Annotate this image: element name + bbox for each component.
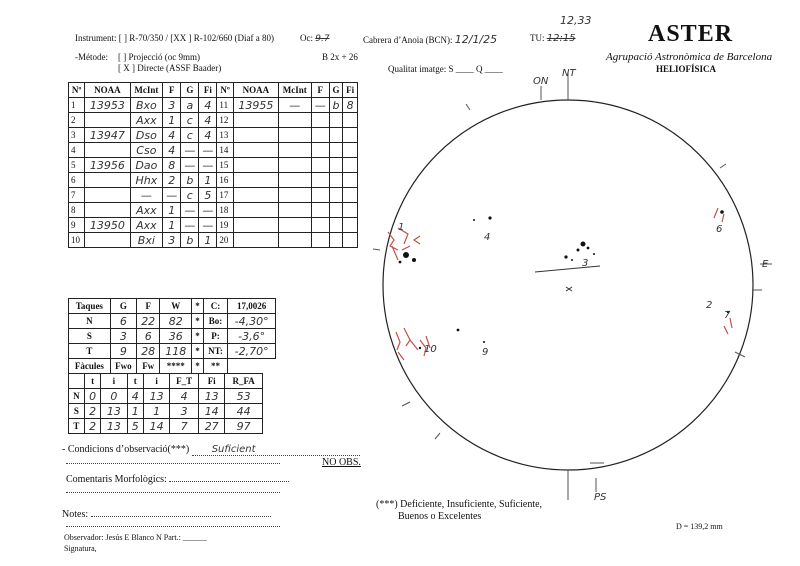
sunspot [581,242,586,247]
spots-cell: 1 [199,233,217,248]
disk-diameter: D = 139,2 mm [676,522,723,531]
taques-cell: 82 [160,314,192,329]
spots-cell: Dao [130,158,163,173]
tu-value: 12:15 [546,33,576,44]
taques-cell: S [69,329,111,344]
facules-cell: 14 [199,404,225,419]
taques-cell: T [69,344,111,359]
facules-cell: 1 [144,404,170,419]
spots-cell: b [181,233,199,248]
limb-ticks [373,92,772,500]
spots-cell: b [329,98,343,113]
observer-label: Observador: Jesús E Blanco N Part.: ______ [64,533,207,542]
spots-cell: 8 [163,158,181,173]
instrument-label: Instrument: [75,33,117,43]
sunspot [457,329,460,332]
oc-label: Oc: [300,33,313,43]
tu-label: TU: [530,33,545,43]
taques-cell: Fwo [110,359,136,374]
spots-col-header: Nº [69,83,85,98]
spots-cell: 3 [163,98,181,113]
instrument-option-1: [ ] R-70/350 / [118,33,168,43]
facules-cell: 5 [127,419,144,434]
facules-cell: i [101,374,127,389]
taques-cell: * [192,329,204,344]
facules-cell: F_T [170,374,199,389]
taques-cell: 6 [137,329,160,344]
spots-cell: — [311,98,329,113]
taques-cell: Taques [69,299,111,314]
facules-cell: N [69,389,85,404]
spots-cell: 2 [163,173,181,188]
spots-cell: 3 [163,233,181,248]
spots-cell: 13950 [85,218,130,233]
spots-col-header: McInt [130,83,163,98]
spots-cell: 6 [69,173,85,188]
sunspot-groups [399,210,730,349]
group-label: 6 [716,224,723,235]
taques-cell: * [192,344,204,359]
quality-field: Qualitat imatge: S ____ Q ____ [388,64,503,74]
facules-cell: 0 [84,389,101,404]
spots-cell: 1 [163,218,181,233]
sunspot [488,216,491,219]
taques-cell: G [110,299,136,314]
equator-line [535,266,600,272]
facules-cell: 13 [144,389,170,404]
taques-cell: -4,30° [228,314,276,329]
spots-cell: — [199,158,217,173]
spots-cell: 8 [69,203,85,218]
spots-col-header: Nº [217,83,233,98]
sunspot [564,255,567,258]
taques-cell: 118 [160,344,192,359]
spots-cell: 18 [217,203,233,218]
taques-cell: 28 [137,344,160,359]
spots-cell: — [181,203,199,218]
sunspot [720,210,724,214]
spots-cell: Dso [130,128,163,143]
taques-cell: -2,70° [228,344,276,359]
spots-cell: 1 [199,173,217,188]
taques-cell: * [192,359,204,374]
taques-cell: 22 [137,314,160,329]
spots-cell: 3 [69,128,85,143]
spots-cell: 13953 [85,98,130,113]
spots-cell: Hhx [130,173,163,188]
conditions-label: - Condicions d’observació(***) [62,444,190,455]
spots-cell: 10 [69,233,85,248]
taques-cell: 9 [110,344,136,359]
sunspot [473,219,475,221]
spots-cell: Axx [130,218,163,233]
north-on-label: ON [533,76,549,87]
spots-cell: 13947 [85,128,130,143]
facules-cell: 44 [225,404,263,419]
facules-cell: 7 [170,419,199,434]
south-label: PS [594,492,607,503]
spots-cell: 1 [163,203,181,218]
spots-cell: — [199,143,217,158]
spots-cell: 16 [217,173,233,188]
spots-cell: 9 [69,218,85,233]
spots-cell: — [199,203,217,218]
spots-cell: — [181,218,199,233]
signature-label: Signatura, [64,544,97,553]
sunspot [571,259,573,261]
spots-cell: 2 [69,113,85,128]
east-label: E [762,259,769,270]
spots-col-header: F [163,83,181,98]
facules-cell: S [69,404,85,419]
notes-label: Notes: [62,509,89,520]
spots-col-header: Fi [199,83,217,98]
spots-cell: b [181,173,199,188]
facules-cell: t [127,374,144,389]
spots-cell: 11 [217,98,233,113]
spots-cell: a [181,98,199,113]
sunspot [587,247,590,250]
facules-cell: R_FA [225,374,263,389]
facules-cell: 14 [144,419,170,434]
facules-cell: t [84,374,101,389]
conditions-value: Suficient [211,444,256,455]
group-label: 4 [484,232,491,243]
brand-section: HELIOFÍSICA [656,64,717,74]
sunspot [412,258,416,262]
magnification: B 2x + 26 [322,52,358,62]
quality-legend-2: Buenos o Excelentes [398,511,482,522]
facules-cell: 0 [101,389,127,404]
spots-cell: 13 [217,128,233,143]
group-label: 1 [398,222,405,233]
spots-cell: — [278,98,311,113]
taques-cell: Bo: [203,314,227,329]
taques-cell: P: [203,329,227,344]
spots-cell: — [199,218,217,233]
facules-cell: Fi [199,374,225,389]
spots-cell: 17 [217,188,233,203]
spots-cell: 20 [217,233,233,248]
group-label: 10 [424,344,437,355]
taques-cell: * [192,314,204,329]
taques-cell: Fàcules [69,359,111,374]
spots-cell: 14 [217,143,233,158]
spots-cell: 4 [199,98,217,113]
spots-col-header: NOAA [233,83,278,98]
spots-cell: 4 [163,128,181,143]
taques-cell: C: [203,299,227,314]
facules-cell: 1 [127,404,144,419]
spots-cell: 5 [69,158,85,173]
spots-cell: c [181,113,199,128]
quality-legend-1: (***) Deficiente, Insuficiente, Suficiente, [376,499,543,510]
taques-cell: **** [160,359,192,374]
north-nt-label: NT [562,68,576,79]
facules-cell: 2 [84,419,101,434]
facules-cell: 27 [199,419,225,434]
date-value: 12/1/25 [454,33,498,46]
spots-cell: 7 [69,188,85,203]
brand-subtitle: Agrupació Astronòmica de Barcelona [606,51,773,63]
sunspot [577,249,580,252]
facules-cell: i [144,374,170,389]
spots-cell: 8 [343,98,358,113]
spots-cell: c [181,188,199,203]
facules-cell: 13 [199,389,225,404]
taques-cell: W [160,299,192,314]
spots-cell: — [163,188,181,203]
spots-cell: Axx [130,113,163,128]
sunspot [399,261,402,264]
method-label: -Métode: [75,52,108,62]
spots-col-header: G [329,83,343,98]
taques-cell: -3,6° [228,329,276,344]
sunspot [419,347,421,349]
facules-cell: 13 [101,404,127,419]
spots-cell: 12 [217,113,233,128]
taques-cell: F [137,299,160,314]
spots-cell: 4 [163,143,181,158]
spots-cell: Bxi [130,233,163,248]
location-label: Cabrera d’Anoia (BCN): [363,35,453,45]
method-option-1: [ ] Projecció (oc 9mm) [118,52,200,62]
instrument-option-2: [XX ] R-102/660 (Diaf a 80) [170,33,274,43]
brand-title: ASTER [648,21,734,47]
taques-cell: Fw [137,359,160,374]
spots-col-header: McInt [278,83,311,98]
taques-cell: 36 [160,329,192,344]
spots-cell: 4 [199,113,217,128]
facules-cell: 4 [170,389,199,404]
taques-cell: * [192,299,204,314]
spots-cell: 1 [163,113,181,128]
facules-cell: 4 [127,389,144,404]
spots-cell: c [181,128,199,143]
facules-cell: 97 [225,419,263,434]
taques-cell: 3 [110,329,136,344]
spots-cell: 15 [217,158,233,173]
spots-col-header: F [311,83,329,98]
spots-cell: — [130,188,163,203]
group-label: 2 [706,300,713,311]
spots-cell: — [181,143,199,158]
spots-cell: 1 [69,98,85,113]
taques-cell: ** [203,359,227,374]
spots-cell: — [181,158,199,173]
group-label: 3 [582,258,589,269]
morpho-label: Comentaris Morfològics: [66,474,167,485]
group-label: 9 [482,347,489,358]
spots-cell: 13956 [85,158,130,173]
center-cross [566,287,572,291]
spots-cell: Axx [130,203,163,218]
method-option-2: [ X ] Directe (ASSF Baader) [118,63,222,73]
spots-cell: Cso [130,143,163,158]
taques-cell: 17,0026 [228,299,276,314]
solar-disk [383,100,753,470]
facules-cell: 2 [84,404,101,419]
taques-cell: N [69,314,111,329]
disk-labels [398,68,769,503]
spots-cell: 4 [69,143,85,158]
sunspot [593,253,595,255]
spots-cell: Bxo [130,98,163,113]
tu-corrected: 12,33 [560,14,592,27]
oc-value: 9.7 [315,34,330,44]
facules-cell: 3 [170,404,199,419]
taques-cell: 6 [110,314,136,329]
sunspot [483,341,485,343]
spots-cell: 5 [199,188,217,203]
spots-col-header: Fi [343,83,358,98]
group-label: 7 [724,310,731,321]
spots-cell: 4 [199,128,217,143]
spots-cell: 19 [217,218,233,233]
facules-cell: 13 [101,419,127,434]
faculae [388,208,732,360]
no-obs-label: NO OBS. [322,457,361,468]
taques-cell: NT: [203,344,227,359]
spots-col-header: G [181,83,199,98]
facules-cell: 53 [225,389,263,404]
spots-cell: 13955 [233,98,278,113]
spots-col-header: NOAA [85,83,130,98]
sunspot [403,252,409,258]
facules-cell: T [69,419,85,434]
